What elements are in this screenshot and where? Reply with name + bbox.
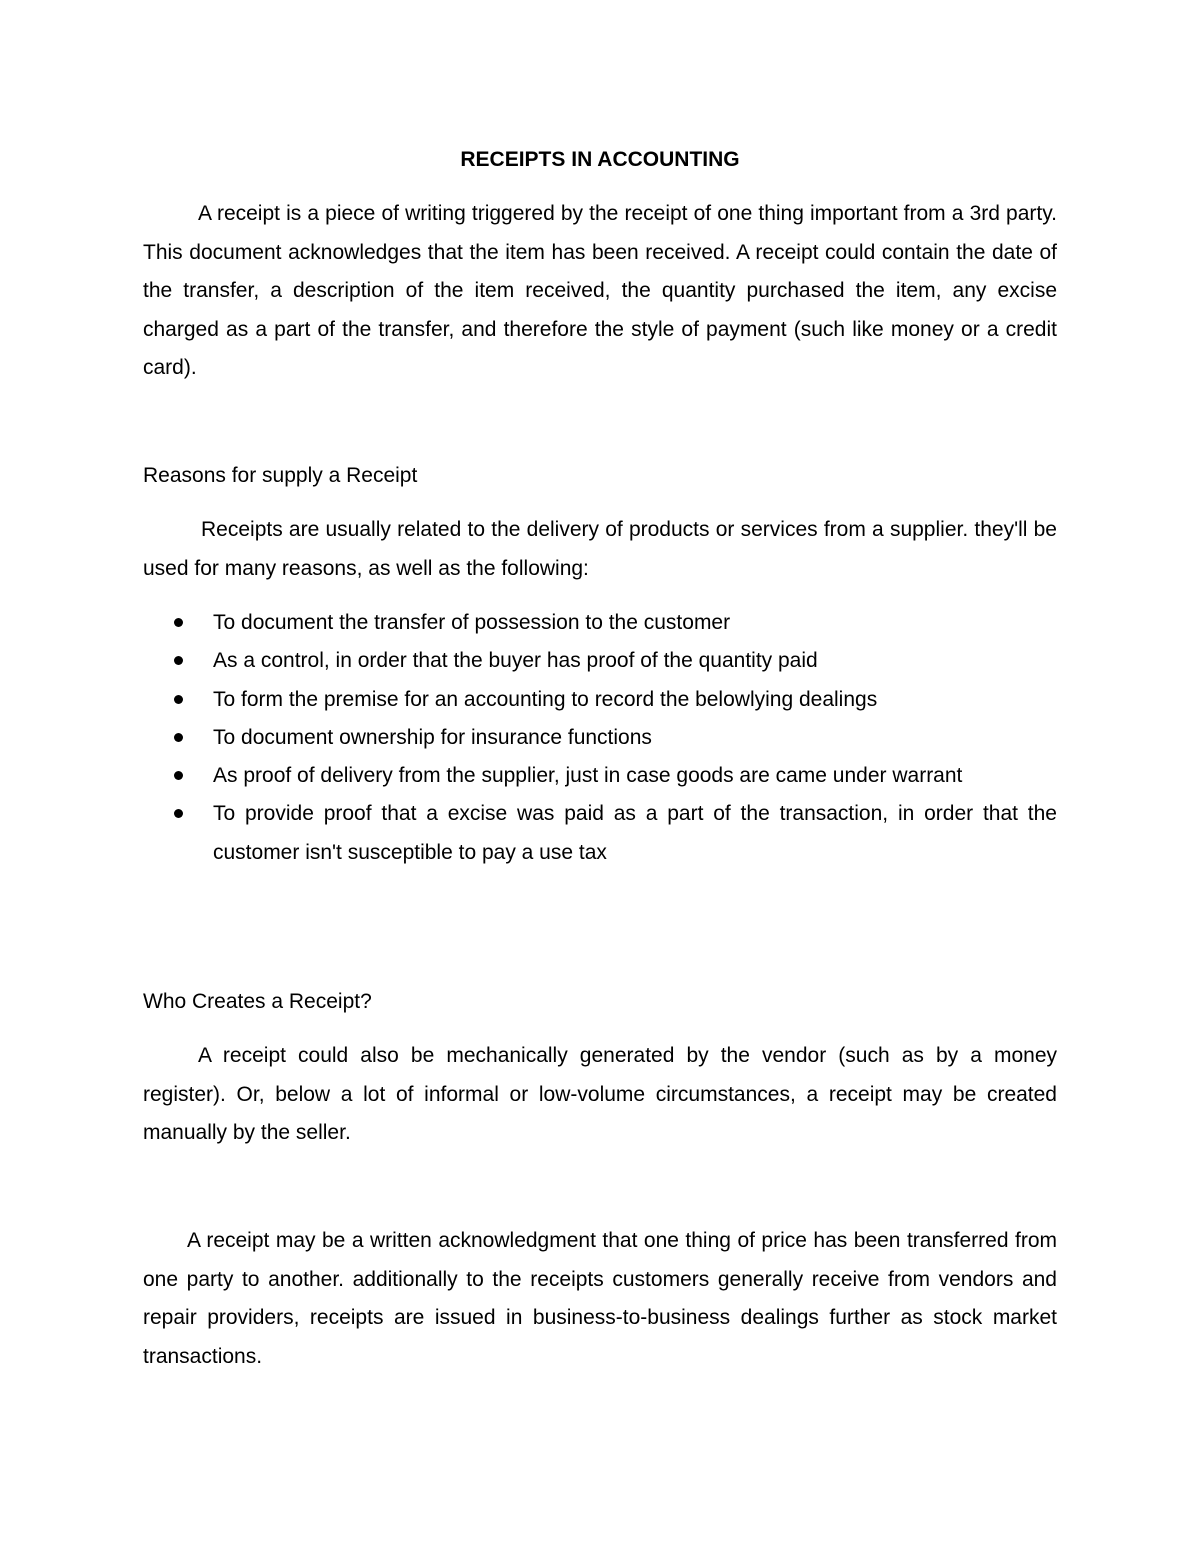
bullet-icon (174, 733, 183, 742)
bullet-icon (174, 656, 183, 665)
closing-paragraph: A receipt may be a written acknowledgment that one thing of price has been transferred from one party to another. additionally to the receipts customers generally receive from vendors and repair providers, receipts are issued in business-to-business dealings further as stock market transactions. (143, 1229, 1057, 1368)
list-item-text: As proof of delivery from the supplier, just in case goods are came under warrant (213, 764, 963, 788)
list-item (143, 719, 1057, 757)
section-heading-creators: Who Creates a Receipt? (143, 990, 372, 1013)
list-item (143, 681, 1057, 719)
bullet-icon (174, 695, 183, 704)
reasons-paragraph: Receipts are usually related to the delivery of products or services from a supplier. they'll be used for many reasons, as well as the following: (143, 518, 1057, 580)
list-item-text: To document ownership for insurance functions (213, 725, 652, 749)
list-item (143, 604, 1057, 642)
list-item-text: To provide proof that a excise was paid as a part of the transaction, in order that the customer isn't susceptible to pay a use tax (213, 802, 1057, 864)
intro-paragraph: A receipt is a piece of writing triggered by the receipt of one thing important from a 3rd party. This document acknowledges that the item has been received. A receipt could contain the date of the transfer, a description of the item received, the quantity purchased the item, any excise charged as a part of the transfer, and therefore the style of payment (such like money or a credit card). (143, 202, 1057, 379)
bullet-icon (174, 618, 183, 627)
section-heading-reasons: Reasons for supply a Receipt (143, 464, 418, 487)
list-item (143, 642, 1057, 680)
reasons-list (143, 604, 1057, 872)
list-item (143, 795, 1057, 872)
bullet-icon (174, 809, 183, 818)
bullet-icon (174, 771, 183, 780)
document-title: RECEIPTS IN ACCOUNTING (460, 148, 740, 171)
creators-paragraph: A receipt could also be mechanically generated by the vendor (such as by a money register). Or, below a lot of informal or low-volume circumstances, a receipt may be created manually by the seller. (143, 1044, 1057, 1144)
list-item-text: As a control, in order that the buyer has proof of the quantity paid (213, 649, 818, 673)
list-item-text: To form the premise for an accounting to record the belowlying dealings (213, 687, 878, 711)
list-item-text: To document the transfer of possession to the customer (213, 611, 731, 634)
list-item (143, 757, 1057, 795)
